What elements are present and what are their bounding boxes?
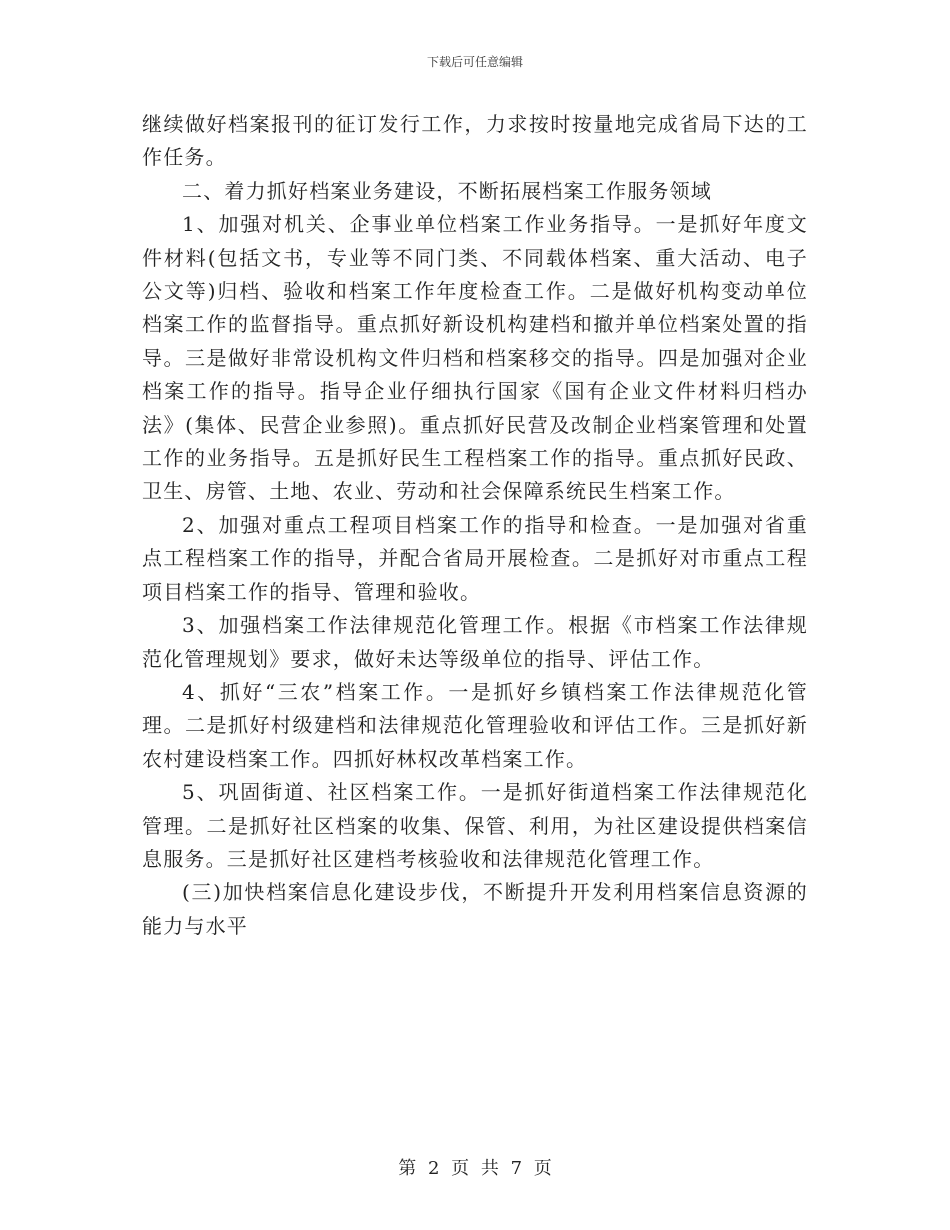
document-body: [142, 108, 808, 943]
page-header-note: 下载后可任意编辑: [426, 55, 523, 69]
paragraph-item-1: 1、加强对机关、企事业单位档案工作业务指导。一是抓好年度文件材料(包括文书，专业等不同门类、不同载体档案、重大活动、电子公文等)归档、验收和档案工作年度检查工作。二是做好机构变动单位档案工作的监督指导。重点抓好新设机构建档和撤并单位档案处置的指导。三是做好非常设机构文件归档和档案移交的指导。四是加强对企业档案工作的指导。指导企业仔细执行国家《国有企业文件材料归档办法》(集体、民营企业参照)。重点抓好民营及改制企业档案管理和处置工作的业务指导。五是抓好民生工程档案工作的指导。重点抓好民政、卫生、房管、土地、农业、劳动和社会保障系统民生档案工作。: [142, 212, 808, 504]
paragraph-item-5: 5、巩固街道、社区档案工作。一是抓好街道档案工作法律规范化管理。二是抓好社区档案的收集、保管、利用，为社区建设提供档案信息服务。三是抓好社区建档考核验收和法律规范化管理工作。: [142, 780, 808, 871]
paragraph-item-2: 2、加强对重点工程项目档案工作的指导和检查。一是加强对省重点工程档案工作的指导，并配合省局开展检查。二是抓好对市重点工程项目档案工作的指导、管理和验收。: [142, 512, 808, 604]
section-heading-three: (三)加快档案信息化建设步伐，不断提升开发利用档案信息资源的能力与水平: [142, 880, 808, 938]
paragraph-item-3: 3、加强档案工作法律规范化管理工作。根据《市档案工作法律规范化管理规划》要求，做好未达等级单位的指导、评估工作。: [142, 613, 808, 671]
page-number: 第 2 页 共 7 页: [398, 1158, 552, 1179]
paragraph-continuation: 继续做好档案报刊的征订发行工作，力求按时按量地完成省局下达的工作任务。: [142, 112, 808, 170]
section-heading-two: 二、着力抓好档案业务建设，不断拓展档案工作服务领域: [182, 178, 712, 203]
paragraph-item-4: 4、抓好“三农”档案工作。一是抓好乡镇档案工作法律规范化管理。二是抓好村级建档和法律规范化管理验收和评估工作。三是抓好新农村建设档案工作。四抓好林权改革档案工作。: [142, 679, 808, 771]
